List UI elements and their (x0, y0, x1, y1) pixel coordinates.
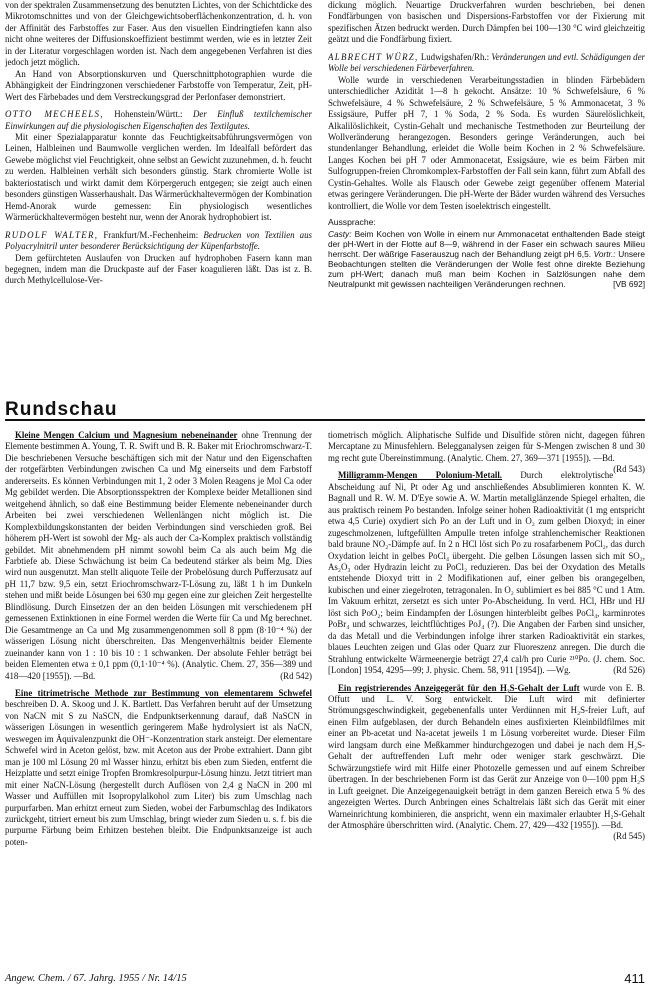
news-title: Ein registrierendes Anzeigegerät für den H₂S-Gehalt der Luft (338, 682, 580, 693)
reference-code: (Rd 545) (613, 831, 645, 842)
news-body: wurde von E. B. Offutt und L. V. Sorg entwickelt. Die Luft wird mit definierter Strömungsgeschwindigkeit, gegebenenfalls unter Verdünnen mit H₂S-freier Luft, auf einen Film aufgeblasen, der durch Behandeln eines ausfixierten Kleinbildfilmes mit einer an Pb-acetat und Na-acetat jeweils 1 m Lösung vorbereitet wurde. Dieser Film wird langsam durch eine Meßkammer hindurchgezogen und dabei je nach dem H₂S-Gehalt der auftreffenden Luft mehr oder weniger stark geschwärzt. Die Schwärzungstiefe wird mit Hilfe einer Photozelle gemessen und auf einem Schreiber übertragen. In der beschriebenen Form ist das Gerät zur Anzeige von 0—100 ppm H₂S in Luft geeignet. Die Anzeigegenauigkeit beträgt in dem ganzen Bereich etwa 5 % des angezeigten Wertes. Durch Anbringen eines Schaltrelais läßt sich das Gerät mit einer Warneinrichtung kombinieren, die anspricht, wenn ein maximaler erlaubter H₂S-Gehalt der Atmosphäre überschritten wird. (Analytic. Chem. 27, 429—432 [1955]). —Bd. (328, 682, 645, 830)
paragraph: von der spektralen Zusammensetzung des benutzten Lichtes, von der Schichtdicke des Mikrotomschnittes und von der Gleichgewichtsoberflächenkonzentration, d. h. von der Affinität des Farbstoffes zur Faser. Aus den visuellen Eindringtiefen kann also nicht ohne weiteres der Diffusionskoeffizient bestimmt werden, wie es in letzter Zeit in der Literatur vorgeschlagen worden ist. Nach dem angegebenen Verfahren ist dies jedoch jetzt möglich. (5, 0, 312, 68)
news-item (5, 688, 312, 848)
page-number: 411 (624, 971, 645, 986)
journal-citation: Angew. Chem. / 67. Jahrg. 1955 / Nr. 14/15 (5, 973, 187, 984)
speaker-label: Casty: (328, 228, 352, 239)
news-body: Durch elektrolytische Abscheidung auf Ni, Pt oder Ag und anschließendes Absublimieren konnten K. W. Bagnall und R. W. M. D'Eye sowie A. W. Martin metallglänzende Spiegel erhalten, die aus praktisch reinem Po bestanden. Infolge seiner hohen Radioaktivität (1 mg entspricht etwa 4,5 Curie) oxydiert sich Po an der Luft und in O₂ zum gelben Dioxyd; in einer zugeschmolzenen, luftgefüllten Ampulle treten infolge strahlenchemischer Reaktionen bald braune NO₂-Dämpfe auf. In 2 n HCl löst sich Po zu rosafarbenem PoCl₂, das durch Oxydation leicht in gelbes PoCl₄ übergeht. Die gelben Lösungen lassen sich mit SO₂, As₂O₃ oder Hydrazin leicht zu PoCl₂ reduzieren. Das bei der Oxydation des Metalls entstehende Dioxyd tritt in 2 Modifikationen auf, einer gelben bis orangegelben, kubischen und einer ziegelroten, tetragonalen. In O₂ sublimiert es bei 885 °C und 1 Atm. Im Vakuum erhitzt, zersetzt es sich unter Po-Abscheidung. In verd. HCl, HBr und HJ löst sich PoO₂; beim Eindampfen der Lösungen hinterbleibt gelbes PoCl₄, karminrotes PoBr₄ und schwarzes, leichtflüchtiges PoJ₄ (?). Die Angaben der Farben sind unsicher, da das Metall und die Verbindungen infolge ihrer starken Radioaktivität ein starkes, blaues Leuchten zeigen und Glas oder Quarz zur Fluoreszenz anregen. Die durch die Strahlung entwickelte Wärmeenergie beträgt 27,4 cal/h pro Curie ²¹⁰Po. (J. chem. Soc. [London] 1954, 4295—99; J. physic. Chem. 58, 911 [1954]). —Wg. (328, 470, 645, 676)
section-header (5, 399, 645, 421)
abstract-heading (5, 230, 312, 253)
news-item-continued (328, 430, 645, 475)
paragraph: Dem gefürchteten Auslaufen von Drucken auf hydrophoben Fasern kann man begegnen, indem man die Druckpaste auf der Faser koagulieren läßt. Das ist z. B. durch Methylcellulose-Ver- (5, 252, 312, 286)
reference-code: (Rd 543) (613, 464, 645, 475)
news-item (5, 430, 312, 682)
author-name: OTTO MECHEELS, (5, 109, 104, 120)
news-body: tiometrisch möglich. Aliphatische Sulfide und Disulfide stören nicht, dagegen führen Mercaptane zu Minusfehlern. Belegganalysen zeigen für S-Mengen zwischen 8 und 30 mg recht gute Übereinstimmung. (Analytic. Chem. 27, 369—371 [1955]). —Bd. (328, 430, 645, 463)
news-body: ohne Trennung der Elemente bestimmen A. Young, T. R. Swift und B. R. Baker mit Eriochromschwarz-T. Die beschriebenen Versuche beschäftigen sich mit der Natur und den Eigenschaften der rotgefärbten Verbindungen zwischen Ca und Mg einerseits und dem Farbstoff andererseits. Es können Verbindungen mit 1, 2 oder 3 Molen Reagens je Mol Ca oder Mg gebildet werden. Die Absorptionsspektren der Komplexe beider Metallionen sind weitgehend ähnlich, so daß eine Bestimmung beider Elemente nebeneinander durch Arbeiten bei zwei verschiedenen Wellenlängen nicht möglich ist. Die Komplexbildungskonstanten der beiden Verbindungen sind verschieden groß. Bei höherem pH-Wert ist sowohl der Mg- als auch der Ca-Komplex praktisch vollständig gebildet. Mit abnehmendem pH nimmt sowohl beim Ca als auch beim Mg die Farbtiefe ab. Diese Schwächung ist beim Ca bedeutend stärker als beim Mg. Dies wird nun ausgenutzt. Man stellt aliquote Teile der Probelösung durch Pufferzusatz auf pH 11,7 bzw. 9,5 ein, setzt Eriochromschwarz-T-Lösung zu, läßt 1 h im Dunkeln stehen und mißt beide Lösungen bei 630 mμ gegen eine zur gleichen Zeit hergestellte Blindlösung. Durch Einsetzen der an den beiden Lösungen mit verschiedenem pH gemessenen Extinktionen in eine Formel werden die Werte für Ca und Mg berechnet. Die Gesamtmenge an Ca und Mg zusammengenommen soll 8 ppm (8·10⁻⁴ %) der wässerigen Lösung nicht überschreiten. Das Mengenverhältnis beider Elemente zueinander kann von 1 : 10 bis 10 : 1 schwanken. Der absolute Fehler beträgt bei beiden Elementen etwa ± 0,1 ppm (0,1·10⁻⁴ %). (Analytic. Chem. 27, 356—389 und 418—420 [1955]). —Bd. (5, 430, 312, 681)
news-body: beschreiben D. A. Skoog und J. K. Bartlett. Das Verfahren beruht auf der Umsetzung von NaCN mit S zu NaSCN, die Endpunktserkennung darauf, daß NaSCN in wässerigen Lösungen in wesentlich geringerem Maße hydrolysiert ist als NaCN, weswegen im Äquivalenzpunkt die OH⁻-Konzentration stark ansteigt. Der elementare Schwefel wird in Aceton gelöst, bzw. mit Aceton aus der Probe extrahiert. Dann gibt man je 100 ml Lösung 20 ml Wasser hinzu, erhitzt bis eben zum Sieden, entfernt die Heizplatte und setzt einige Tropfen Bromkresolpurpur-Lösung hinzu. Jetzt titriert man mit einer NaCN-Lösung (hergestellt durch Auflösen von 2,4 g NaCN in 200 ml Wasser und Auffüllen mit Isopropylalkohol zum Liter) bis zum Umschlag nach purpurfarben. Man erhitzt erneut zum Sieden, wobei der Farbumschlag des Indikators zurückgeht, titriert erneut bis zum Umschlag, bringt wieder zum Sieden u. s. f. bis die purpurne Färbung beim Erhitzen bestehen bleibt. Die Endpunktsanzeige ist auch poten- (5, 699, 312, 847)
paragraph: Wolle wurde in verschiedenen Verarbeitungsstadien in blinden Färbebädern unterschiedlicher Azidität 1—8 h gekocht. Ansätze: 10 % Schwefelsäure, 6 % Schwefelsäure, 4 % Schwefelsäure, 2 % Schwefelsäure, 5 % Ammonacetat, 3 % Essigsäure, Puffer pH 7, 1 % Soda, 2 % Soda. Es wurden Säurelöslichkeit, Alkalilöslichkeit, Cystin-Gehalt und mechanische Testmethoden zur Beurteilung der Wollveränderung herangezogen. Besonders geringe Veränderungen, auch bei stundenlanger Behandlung, erleidet die Wolle beim Kochen in 2 % Schwefelsäure. Langes Kochen bei pH 7 oder Ammonacetat, Essigsäure, wie es beim Färben mit Sulfogruppen-freien Chromkomplex-Farbstoffen der Fall sein kann, führt zum Abfall des Cystin-Gehaltes. Wolle als Flausch oder Gewebe zeigt gegenüber offenem Material etwas geringere Veränderungen. Die pH-Werte der Bäder wurden während des Versuches kontrolliert, die Wolle vor dem Testen isoelektrisch eingestellt. (328, 74, 645, 211)
bottom-right-column (328, 430, 645, 960)
section-title: Rundschau (5, 399, 118, 420)
author-name: RUDOLF WALTER, (5, 229, 99, 240)
bottom-left-column (5, 430, 312, 960)
reference-code: (Rd 526) (613, 665, 645, 676)
talk-title: Veränderungen und evtl. Schädigungen der Wolle bei verschiedenen Färbeverfahren. (328, 51, 645, 74)
news-title: Milligramm-Mengen Polonium-Metall. (338, 470, 503, 481)
news-title: Eine titrimetrische Methode zur Bestimmung von elementarem Schwefel (15, 687, 312, 698)
author-place: Ludwigshafen/Rh.: (420, 51, 490, 62)
news-item (328, 682, 645, 842)
aussprache-label: Aussprache: (328, 217, 376, 228)
top-right-column (328, 0, 645, 388)
author-place: Frankfurt/M.-Fechenheim: (103, 229, 199, 240)
author-name: ALBRECHT WÜRZ, (328, 51, 419, 62)
news-title: Kleine Mengen Calcium und Magnesium nebeneinander (15, 430, 238, 440)
abstract-heading (5, 109, 312, 132)
page-footer (5, 971, 645, 991)
news-item (328, 470, 645, 676)
paragraph: dickung möglich. Neuartige Druckverfahren wurden beschrieben, bei denen Fondfärbungen von basischen und Dispersions-Farbstoffen vor der Fixierung mit spezifischen Ätzen bedruckt werden. Durch Dämpfen bei 100—130 °C wird gleichzeitig geätzt und die Fondfärbung fixiert. (328, 0, 645, 45)
discussion-text: Unsere Beobachtungen stellten die Veränderungen der Wolle fest ohne direkte Beziehung zum pH-Wert; danach muß man beim Kochen in Salzlösungen nahe dem Neutralpunkt mit gewissen nachteiligen Veränderungen rechnen. (328, 248, 645, 290)
paragraph: Mit einer Spezialapparatur konnte das Feuchtigkeitsabführungsvermögen von Leinen, Halbleinen und Baumwolle verglichen werden. Im Idealfall befördert das Gewebe möglichst viel Feuchtigkeit, ohne selbst an Gewicht zuzunehmen, d. h. feucht zu werden. Halbleinen verhält sich besonders günstig. Stark chromierte Wolle ist bakteriostatisch und wirkt damit dem Körpergeruch entgegen; sie zeigt auch einen besonders günstigen Wasserhaushalt. Das Wärmerückhaltevermögen der Kombination Hemd-Anorak wurde gemessen: Ein physiologisch wesentliches Wärmerückhaltevermögen besteht nur, wenn der Anorak hydrophobiert ist. (5, 131, 312, 223)
reference-code: [VB 692] (613, 279, 645, 290)
reference-code: (Rd 542) (280, 670, 312, 681)
abstract-heading (328, 52, 645, 75)
talk-title: Bedrucken von Textilien aus Polyacrylnitril unter besonderer Berücksichtigung der Küpenfarbstoffe. (5, 229, 312, 252)
author-place: Hohenstein/Württ.: (114, 109, 183, 120)
top-left-column (5, 0, 312, 382)
paragraph: An Hand von Absorptionskurven und Querschnittphotographien wurde die Abhängigkeit der Eindringzonen verschiedener Farbstoffe von Temperatur, Zeit, pH-Wert des Färbebades und dem Verstreckungsgrad der Perlonfaser demonstriert. (5, 68, 312, 102)
speaker-label: Vortr.: (593, 248, 616, 259)
talk-title: Der Einfluß textilchemischer Einwirkungen auf die physiologischen Eigenschaften des Textilgutes. (5, 109, 312, 131)
discussion-block (328, 229, 645, 290)
discussion-text: Beim Kochen von Wolle in einem nur Ammonacetat enthaltenden Bade steigt der pH-Wert in der Flotte auf 8—9, während in der Faser ein schwach saures Milieu herrscht. Der wäßrige Faserauszug nach der Behandlung zeigt pH 6,5. (328, 228, 645, 259)
